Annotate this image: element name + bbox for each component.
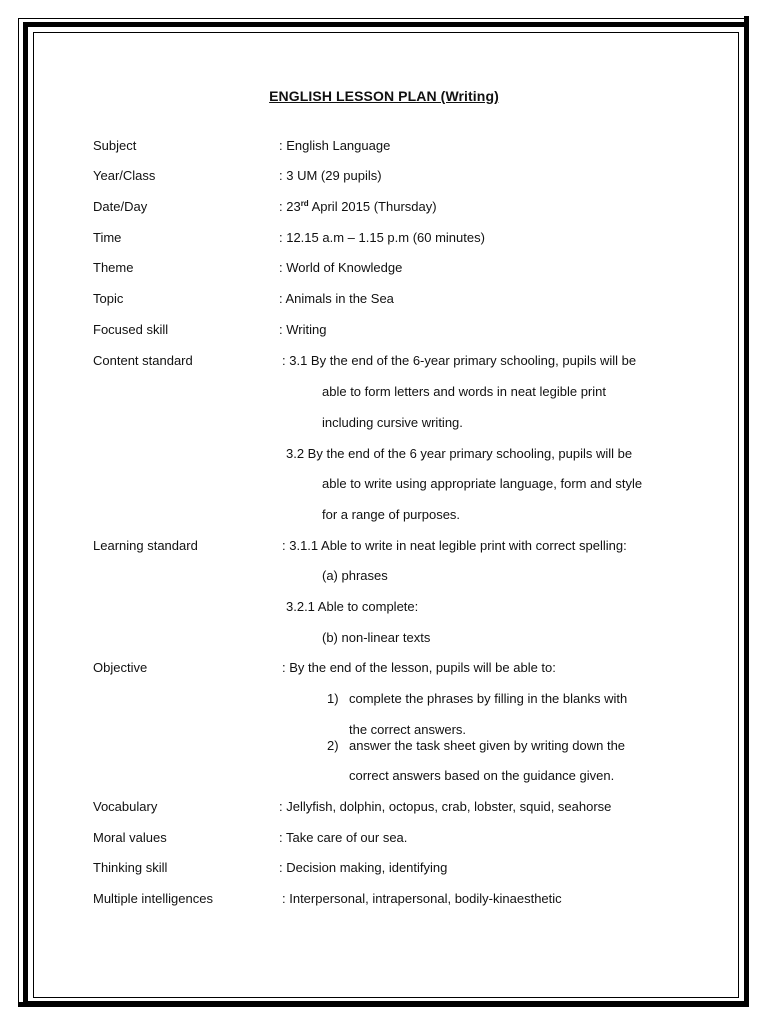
subject-label: Subject xyxy=(93,138,137,153)
objective-label: Objective xyxy=(93,660,148,675)
objective-intro: : By the end of the lesson, pupils will be able to: xyxy=(282,660,556,675)
learning-standard-line: : 3.1.1 Able to write in neat legible print with correct spelling: xyxy=(282,538,627,553)
year-class-label: Year/Class xyxy=(93,168,156,183)
page-border-shadow-right xyxy=(744,16,749,1006)
document-title: ENGLISH LESSON PLAN (Writing) xyxy=(269,88,499,104)
theme-value: : World of Knowledge xyxy=(279,260,403,275)
thinking-skill-label: Thinking skill xyxy=(93,860,168,875)
date-day-label: Date/Day xyxy=(93,199,148,214)
content-standard-line: including cursive writing. xyxy=(322,415,463,430)
subject-value: : English Language xyxy=(279,138,391,153)
content-standard-line: for a range of purposes. xyxy=(322,507,461,522)
content-standard-label: Content standard xyxy=(93,353,193,368)
content-standard-line: : 3.1 By the end of the 6-year primary schooling, pupils will be xyxy=(282,353,637,368)
vocabulary-value: : Jellyfish, dolphin, octopus, crab, lobster, squid, seahorse xyxy=(279,799,612,814)
moral-values-value: : Take care of our sea. xyxy=(279,830,408,845)
content-standard-line: 3.2 By the end of the 6 year primary schooling, pupils will be xyxy=(286,446,633,461)
objective-item-number: 2) xyxy=(327,738,339,753)
objective-item-line: answer the task sheet given by writing down the xyxy=(349,738,626,753)
objective-item-line: correct answers based on the guidance given. xyxy=(349,768,615,783)
objective-item-line: the correct answers. xyxy=(349,722,467,737)
date-day-suffix-sup: rd xyxy=(300,199,309,208)
focused-skill-value: : Writing xyxy=(279,322,327,337)
theme-label: Theme xyxy=(93,260,134,275)
content-standard-line: able to form letters and words in neat legible print xyxy=(322,384,606,399)
thinking-skill-value: : Decision making, identifying xyxy=(279,860,448,875)
objective-item-number: 1) xyxy=(327,691,339,706)
topic-label: Topic xyxy=(93,291,124,306)
time-label: Time xyxy=(93,230,122,245)
focused-skill-label: Focused skill xyxy=(93,322,169,337)
page-border-shadow-bottom xyxy=(18,1003,749,1007)
multiple-intelligences-value: : Interpersonal, intrapersonal, bodily-kinaesthetic xyxy=(282,891,562,906)
date-day-value xyxy=(279,199,437,215)
date-day-prefix: : 23 xyxy=(279,199,301,214)
moral-values-label: Moral values xyxy=(93,830,167,845)
learning-standard-line: (a) phrases xyxy=(322,568,388,583)
multiple-intelligences-label: Multiple intelligences xyxy=(93,891,213,906)
date-day-rest: April 2015 (Thursday) xyxy=(308,199,437,214)
topic-value: : Animals in the Sea xyxy=(279,291,394,306)
learning-standard-label: Learning standard xyxy=(93,538,198,553)
vocabulary-label: Vocabulary xyxy=(93,799,158,814)
content-standard-line: able to write using appropriate language, form and style xyxy=(322,476,643,491)
learning-standard-line: 3.2.1 Able to complete: xyxy=(286,599,419,614)
learning-standard-line: (b) non-linear texts xyxy=(322,630,431,645)
year-class-value: : 3 UM (29 pupils) xyxy=(279,168,382,183)
time-value: : 12.15 a.m – 1.15 p.m (60 minutes) xyxy=(279,230,485,245)
objective-item-line: complete the phrases by filling in the blanks with xyxy=(349,691,628,706)
